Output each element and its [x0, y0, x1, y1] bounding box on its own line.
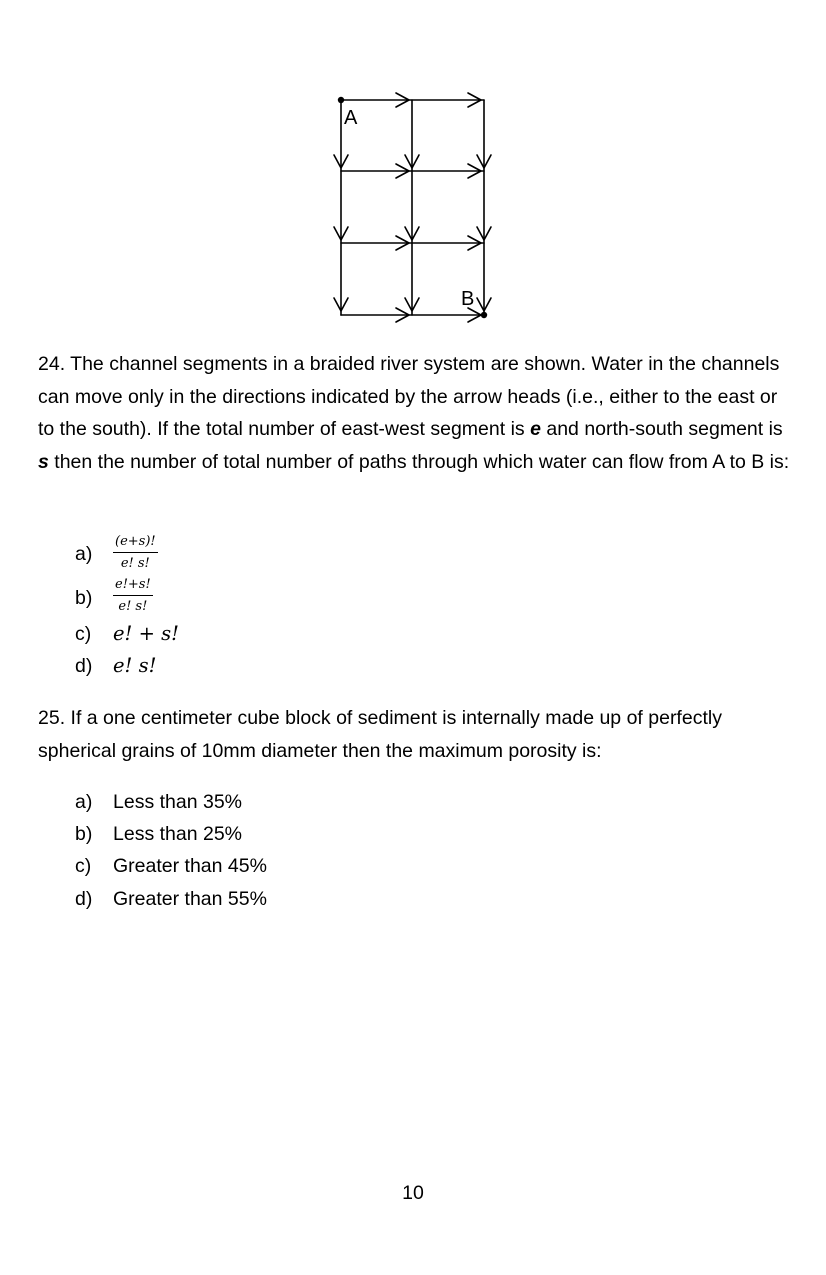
option-text: Less than 25% — [113, 823, 243, 845]
option-expression: e! + s! — [113, 622, 179, 645]
q24-option-d — [75, 653, 156, 679]
question-24-text-part-3: then the number of total number of paths through which water can flow from A to B is: — [48, 450, 790, 473]
fraction-numerator: (e+s)! — [113, 534, 158, 553]
option-text: Greater than 55% — [113, 888, 267, 910]
q24-option-a-fraction — [113, 534, 158, 572]
option-letter: b) — [75, 587, 93, 609]
question-24-text-part-2: and north-south segment is — [540, 418, 783, 440]
option-expression: e! s! — [113, 654, 157, 677]
q24-option-a — [75, 541, 113, 567]
q25-option-a — [75, 789, 242, 815]
option-letter: c) — [75, 623, 92, 645]
option-text: Greater than 45% — [113, 855, 267, 877]
option-letter: d) — [75, 655, 93, 677]
fraction-denominator: e! s! — [120, 556, 150, 571]
option-letter: d) — [75, 888, 93, 910]
variable-e: e — [530, 418, 541, 440]
option-letter: c) — [75, 855, 92, 877]
point-b-label: B — [461, 288, 475, 310]
q25-option-c — [75, 853, 267, 879]
point-a-label: A — [344, 107, 358, 129]
variable-s: s — [38, 450, 49, 473]
question-25-text: 25. If a one centimeter cube block of sediment is internally made up of perfectly spherical grains of 10mm diameter then the maximum porosity is: — [38, 707, 722, 762]
braided-river-grid-diagram — [326, 88, 501, 328]
option-text: Less than 35% — [113, 791, 243, 813]
q24-option-b-fraction — [113, 577, 153, 615]
option-letter: b) — [75, 823, 93, 845]
q25-option-d — [75, 886, 267, 912]
option-letter: a) — [75, 791, 93, 813]
q25-option-b — [75, 821, 242, 847]
q24-option-b — [75, 585, 113, 611]
fraction-denominator: e! s! — [118, 599, 148, 614]
point-b-dot — [481, 312, 487, 318]
fraction-numerator: e!+s! — [113, 577, 153, 596]
q24-option-c — [75, 621, 179, 647]
point-a-dot — [338, 97, 344, 103]
page-number: 10 — [402, 1182, 424, 1204]
question-24-text — [38, 348, 798, 478]
option-letter: a) — [75, 543, 93, 565]
question-24-text-part-1: 24. The channel segments in a braided river system are shown. Water in the channels can move only in the directions indicated by the arrow heads (i.e., either to the east or to the south). If the total number of east-west segment is — [38, 353, 780, 440]
